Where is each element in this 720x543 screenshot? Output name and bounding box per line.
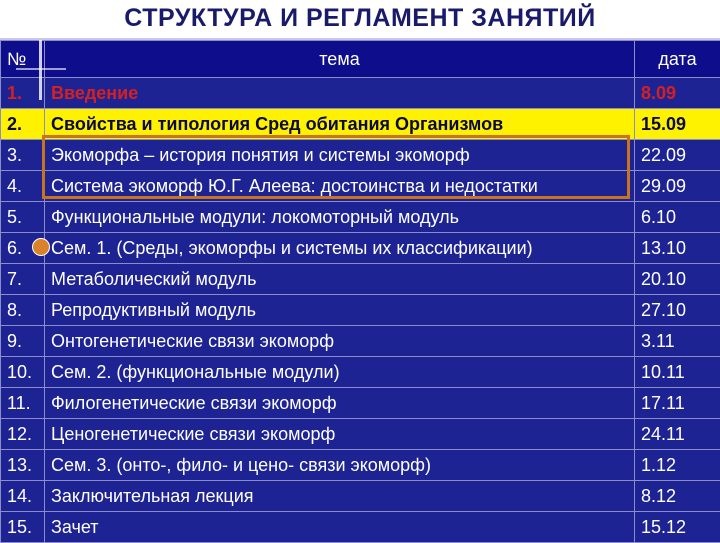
row-num: 2. — [1, 109, 45, 140]
row-topic: Сем. 2. (функциональные модули) — [45, 357, 635, 388]
row-num: 13. — [1, 450, 45, 481]
decorative-line-vertical — [39, 40, 42, 100]
row-topic: Введение — [45, 78, 635, 109]
row-date: 17.11 — [635, 388, 720, 419]
row-topic: Онтогенетические связи экоморф — [45, 326, 635, 357]
table-header-row — [1, 41, 720, 78]
table-row-highlighted — [1, 109, 720, 140]
row-num: 5. — [1, 202, 45, 233]
bullet-dot-icon — [32, 238, 50, 256]
row-topic: Заключительная лекция — [45, 481, 635, 512]
row-topic: Зачет — [45, 512, 635, 543]
row-num: 9. — [1, 326, 45, 357]
table-row — [1, 481, 720, 512]
table-row — [1, 171, 720, 202]
row-date: 20.10 — [635, 264, 720, 295]
row-date: 6.10 — [635, 202, 720, 233]
row-num: 12. — [1, 419, 45, 450]
row-num: 8. — [1, 295, 45, 326]
page-title: СТРУКТУРА И РЕГЛАМЕНТ ЗАНЯТИЙ — [0, 4, 720, 33]
row-topic: Репродуктивный модуль — [45, 295, 635, 326]
row-date: 24.11 — [635, 419, 720, 450]
table-row — [1, 512, 720, 543]
table-row — [1, 202, 720, 233]
header-num: № — [1, 41, 45, 78]
row-topic: Филогенетические связи экоморф — [45, 388, 635, 419]
row-num: 1. — [1, 78, 45, 109]
table-row — [1, 419, 720, 450]
row-num: 14. — [1, 481, 45, 512]
row-date: 15.12 — [635, 512, 720, 543]
row-topic: Свойства и типология Сред обитания Организмов — [45, 109, 635, 140]
row-topic: Сем. 3. (онто-, фило- и цено- связи экоморф) — [45, 450, 635, 481]
row-topic: Сем. 1. (Среды, экоморфы и системы их классификации) — [45, 233, 635, 264]
row-topic: Функциональные модули: локомоторный модуль — [45, 202, 635, 233]
row-date: 8.12 — [635, 481, 720, 512]
table-row — [1, 264, 720, 295]
row-date: 3.11 — [635, 326, 720, 357]
row-num: 15. — [1, 512, 45, 543]
row-date: 10.11 — [635, 357, 720, 388]
row-num: 11. — [1, 388, 45, 419]
table-row — [1, 326, 720, 357]
row-num: 6. — [1, 233, 45, 264]
decorative-line-horizontal — [16, 68, 66, 70]
row-date: 22.09 — [635, 140, 720, 171]
row-num: 10. — [1, 357, 45, 388]
table-row — [1, 388, 720, 419]
row-date: 1.12 — [635, 450, 720, 481]
table-row — [1, 233, 720, 264]
table-row — [1, 78, 720, 109]
row-topic: Система экоморф Ю.Г. Алеева: достоинства и недостатки — [45, 171, 635, 202]
table-row — [1, 450, 720, 481]
row-topic: Ценогенетические связи экоморф — [45, 419, 635, 450]
header-topic: тема — [45, 41, 635, 78]
row-date: 27.10 — [635, 295, 720, 326]
row-date: 29.09 — [635, 171, 720, 202]
row-topic: Экоморфа – история понятия и системы экоморф — [45, 140, 635, 171]
row-num: 7. — [1, 264, 45, 295]
table-row — [1, 357, 720, 388]
row-date: 13.10 — [635, 233, 720, 264]
header-date: дата — [635, 41, 720, 78]
row-num: 3. — [1, 140, 45, 171]
schedule-table — [0, 40, 720, 543]
row-topic: Метаболический модуль — [45, 264, 635, 295]
row-date: 15.09 — [635, 109, 720, 140]
row-num: 4. — [1, 171, 45, 202]
table-row — [1, 295, 720, 326]
row-date: 8.09 — [635, 78, 720, 109]
table-row — [1, 140, 720, 171]
